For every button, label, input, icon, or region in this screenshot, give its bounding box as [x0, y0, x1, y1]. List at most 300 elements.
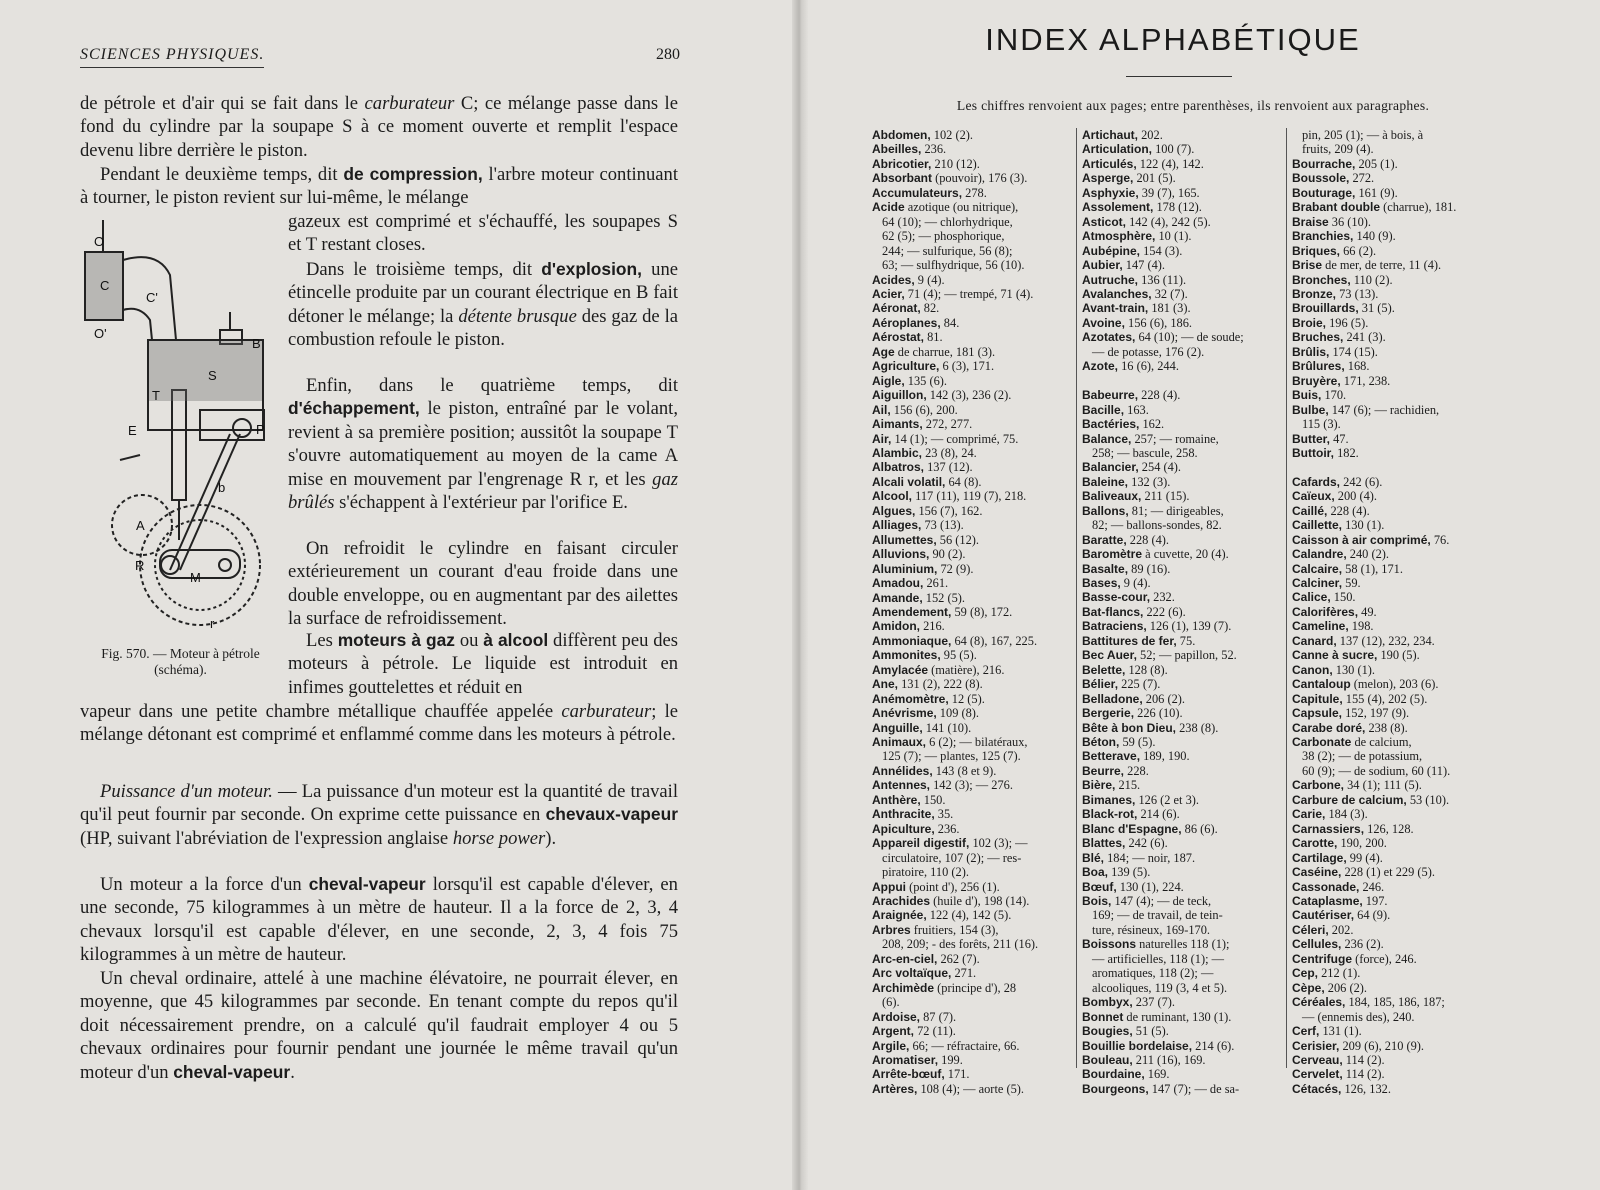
index-references: 139 (5). [1108, 865, 1151, 880]
index-references: 232. [1150, 590, 1175, 605]
index-headword: Amendement, [872, 604, 952, 619]
index-references: 131 (2), 222 (8). [898, 677, 983, 692]
index-headword: Bronze, [1292, 286, 1337, 301]
index-entry [1292, 547, 1492, 561]
index-headword: Bois, [1082, 894, 1112, 908]
index-references: de mer, de terre, 11 (4). [1322, 258, 1442, 273]
index-references: 222 (6). [1143, 604, 1186, 619]
index-headword: Bat-flancs, [1082, 604, 1144, 619]
index-headword: Caséine, [1292, 865, 1342, 880]
index-headword: Brabant double [1292, 200, 1381, 215]
index-entry [872, 301, 1072, 315]
index-headword: Calice, [1292, 590, 1331, 605]
index-references: 209 (6), 210 (9). [1339, 1038, 1425, 1053]
index-headword: Bête à bon Dieu, [1082, 720, 1177, 735]
paragraph: Puissance d'un moteur. — La puissance d'un moteur est la quantité de travail qu'il peut fournir par seconde. On exprime cette puissance en chevaux-vapeur (HP, suivant l'abréviation de l'expression anglaise horse power). [80, 781, 678, 849]
index-headword: Bourdaine, [1082, 1067, 1145, 1082]
index-references: 178 (12). [1153, 200, 1202, 215]
index-entry [872, 460, 1072, 474]
index-references: 23 (8), 24. [922, 445, 977, 460]
index-headword: Acier, [872, 286, 905, 301]
index-headword: Brûlures, [1292, 359, 1345, 374]
index-references: 214 (6). [1137, 807, 1180, 822]
index-entry [872, 475, 1072, 489]
index-references: (matière), 216. [928, 662, 1005, 677]
index-references: 238 (8). [1365, 720, 1408, 735]
right-page [808, 0, 1600, 1190]
index-references: 34 (1); 111 (5). [1344, 778, 1422, 793]
index-references: 126, 132. [1341, 1081, 1391, 1096]
index-references: 136 (11). [1138, 272, 1187, 287]
index-entry [1082, 749, 1282, 763]
index-entry [872, 489, 1072, 503]
index-references: 196 (5). [1326, 315, 1369, 330]
index-entry [1292, 475, 1492, 489]
index-entry [1082, 619, 1282, 633]
index-entry [1292, 273, 1492, 287]
index-references: 154 (3). [1140, 243, 1183, 258]
index-references: 210 (12). [931, 156, 980, 171]
index-references: 184; — noir, 187. [1104, 850, 1196, 865]
index-entry [1082, 504, 1282, 518]
index-entry [1292, 157, 1492, 171]
index-entry [1292, 648, 1492, 662]
index-entry: 125 (7); — plantes, 125 (7). [882, 749, 1021, 764]
index-references: (point d'), 256 (1). [906, 879, 1000, 894]
index-column-2 [1082, 128, 1282, 1096]
index-references: 35. [934, 807, 954, 822]
index-references: 162. [1139, 417, 1165, 432]
index-references: 171, 238. [1340, 373, 1391, 388]
index-headword: Anguille, [872, 720, 923, 735]
index-headword: Anthère, [872, 792, 921, 807]
index-headword: Cafards, [1292, 474, 1341, 489]
index-references: 75. [1176, 633, 1196, 648]
index-references: de calcium, [1351, 735, 1412, 750]
index-headword: Butter, [1292, 431, 1331, 446]
index-references: 181 (3). [1148, 301, 1191, 316]
index-headword: Amylacée [872, 662, 929, 677]
index-references: 170. [1321, 388, 1347, 403]
index-references: 49. [1358, 604, 1377, 619]
index-headword: Anthracite, [872, 807, 935, 822]
index-references: 10 (1). [1155, 229, 1192, 244]
index-references: 156 (6), 200. [890, 402, 958, 417]
index-headword: Archimède [872, 980, 935, 995]
index-entry [872, 663, 1072, 677]
index-references: 246. [1359, 879, 1385, 894]
index-headword: Atmosphère, [1082, 229, 1156, 244]
index-headword: Albatros, [872, 460, 925, 475]
index-entry [872, 359, 1072, 373]
index-entry [1082, 576, 1282, 590]
book-gutter [792, 0, 808, 1190]
index-headword: Capitule, [1292, 691, 1343, 706]
index-entry [1292, 432, 1492, 446]
index-entry [1082, 648, 1282, 662]
index-references: 89 (16). [1128, 561, 1171, 576]
index-references: 202. [1328, 922, 1354, 937]
index-headword: Baliveaux, [1082, 489, 1142, 504]
index-entry: 62 (5); — phosphorique, [882, 229, 1005, 244]
index-references: 236. [934, 821, 960, 836]
index-references: 114 (2). [1342, 1052, 1385, 1067]
index-entry [872, 1039, 1072, 1053]
index-references: 254 (4). [1138, 460, 1182, 475]
index-headword: Carbone, [1292, 778, 1345, 793]
index-entry: 63; — sulfhydrique, 56 (10). [882, 258, 1025, 273]
index-references: 197. [1362, 894, 1388, 908]
exhaust-e [120, 455, 140, 460]
index-references: 155 (4), 202 (5). [1342, 691, 1428, 706]
figure-label: P [256, 422, 265, 437]
index-headword: Bombyx, [1082, 995, 1133, 1010]
index-references: 163. [1124, 402, 1149, 417]
index-references: 56 (12). [936, 532, 980, 547]
index-references: 130 (1), 224. [1116, 879, 1184, 894]
index-entry [1082, 200, 1282, 214]
index-references: 228 (4). [1138, 388, 1181, 403]
index-entry [1082, 128, 1282, 142]
figure-label: A [136, 518, 145, 533]
index-headword: Bergerie, [1082, 706, 1135, 721]
figure-label: R [135, 558, 145, 573]
index-entry [1082, 937, 1282, 951]
index-references: 212 (1). [1318, 966, 1361, 981]
index-headword: Cameline, [1292, 619, 1349, 634]
index-headword: Calorifères, [1292, 604, 1359, 619]
index-references: 14 (1); — comprimé, 75. [891, 431, 1019, 446]
index-entry [872, 966, 1072, 980]
index-references: 114 (2). [1342, 1067, 1385, 1082]
index-references: 242 (6). [1340, 474, 1383, 489]
index-entry [1082, 807, 1282, 821]
index-entry [1082, 215, 1282, 229]
index-headword: Buis, [1292, 388, 1322, 403]
index-references: 122 (4), 142. [1136, 156, 1204, 171]
index-headword: Calcaire, [1292, 561, 1343, 576]
index-entry [872, 706, 1072, 720]
index-headword: Amidon, [872, 619, 920, 634]
index-references: 86 (6). [1181, 821, 1218, 836]
figure-label: E [128, 423, 137, 438]
index-entry [872, 591, 1072, 605]
index-entry [872, 981, 1072, 995]
index-entry [1292, 851, 1492, 865]
index-references: 241 (3). [1343, 330, 1386, 345]
index-references: 58 (1), 171. [1342, 561, 1403, 576]
index-headword: Alcool, [872, 489, 913, 504]
index-headword: Carabe doré, [1292, 720, 1366, 735]
index-references: 240 (2). [1346, 547, 1390, 562]
index-entry [1292, 388, 1492, 402]
index-references: 216. [920, 619, 945, 634]
index-headword: Articulation, [1082, 142, 1153, 157]
index-headword: Céréales, [1292, 995, 1346, 1010]
index-references: 262 (7). [937, 951, 980, 966]
index-references: 228 (1) et 229 (5). [1341, 865, 1435, 880]
index-entry [872, 576, 1072, 590]
index-references: 228 (4). [1327, 503, 1370, 518]
index-headword: Alambic, [872, 445, 923, 460]
index-references: 215. [1115, 778, 1141, 793]
index-entry [1082, 793, 1282, 807]
index-headword: Carotte, [1292, 836, 1338, 851]
index-headword: Anémomètre, [872, 691, 949, 706]
index-headword: Cataplasme, [1292, 894, 1363, 908]
index-entry [872, 186, 1072, 200]
index-references: (pouvoir), 176 (3). [932, 171, 1028, 186]
index-headword: Canard, [1292, 633, 1337, 648]
index-references: 117 (11), 119 (7), 218. [912, 489, 1027, 504]
index-headword: Boissons [1082, 937, 1137, 952]
index-entry [1082, 735, 1282, 749]
index-headword: Abdomen, [872, 128, 931, 142]
index-references: 47. [1330, 431, 1349, 446]
index-entry: 82; — ballons-sondes, 82. [1092, 518, 1222, 533]
index-entry [1292, 1024, 1492, 1038]
index-headword: Bruyère, [1292, 373, 1341, 388]
index-references: 150. [1330, 590, 1356, 605]
index-entry [1082, 590, 1282, 604]
index-references: à cuvette, 20 (4). [1142, 547, 1229, 562]
index-references: 171. [944, 1067, 970, 1082]
index-entry [1082, 836, 1282, 850]
index-entry [1292, 966, 1492, 980]
index-references: (huile d'), 198 (14). [930, 894, 1030, 909]
index-entry [1292, 287, 1492, 301]
index-entry [1292, 735, 1492, 749]
index-entry [1082, 388, 1282, 402]
index-references: 201 (5). [1133, 171, 1176, 186]
index-references: 59. [1342, 576, 1361, 591]
index-references: 12 (5). [948, 691, 985, 706]
figure-label: r [210, 616, 215, 631]
index-references: 51 (5). [1132, 1024, 1169, 1039]
index-references: 16 (6), 244. [1118, 359, 1179, 374]
index-entry [1082, 460, 1282, 474]
index-references: 126, 128. [1364, 821, 1414, 836]
index-references: 95 (5). [940, 648, 977, 663]
index-entry [872, 533, 1072, 547]
index-entry [1082, 186, 1282, 200]
index-entry: 244; — sulfurique, 56 (8); [882, 243, 1013, 258]
index-headword: Belladone, [1082, 691, 1143, 706]
index-entry [1082, 721, 1282, 735]
index-headword: Caïeux, [1292, 489, 1335, 504]
index-references: 72 (9). [937, 561, 974, 576]
index-headword: Araignée, [872, 908, 927, 923]
index-entry [1082, 417, 1282, 431]
index-references: 190, 200. [1337, 836, 1387, 851]
index-headword: Beurre, [1082, 763, 1125, 778]
index-references: 214 (6). [1192, 1038, 1235, 1053]
index-references: 238 (8). [1176, 720, 1219, 735]
index-entry [1292, 200, 1492, 214]
index-headword: Canon, [1292, 662, 1333, 677]
title-rule [1126, 76, 1232, 77]
index-entry [872, 807, 1072, 821]
index-headword: Acide [872, 200, 905, 215]
page-number: 280 [656, 46, 680, 63]
column-divider [1076, 128, 1077, 1068]
index-references: 135 (6). [904, 373, 947, 388]
index-headword: Blanc d'Espagne, [1082, 821, 1182, 836]
index-references: 71 (4); — trempé, 71 (4). [904, 286, 1034, 301]
index-entry [1292, 504, 1492, 518]
index-references: 142 (3), 236 (2). [926, 388, 1012, 403]
index-headword: Appareil digestif, [872, 836, 970, 851]
index-headword: Alliages, [872, 518, 922, 533]
index-references: 64 (8), 167, 225. [951, 633, 1038, 648]
index-note: Les chiffres renvoient aux pages; entre parenthèses, ils renvoient aux paragraphes. [956, 98, 1430, 113]
index-entry [1082, 880, 1282, 894]
index-entry [872, 562, 1072, 576]
index-entry: 60 (9); — de sodium, 60 (11). [1302, 763, 1451, 778]
index-headword: Ardoise, [872, 1009, 921, 1024]
index-headword: Cartilage, [1292, 850, 1347, 865]
index-headword: Cassonade, [1292, 879, 1360, 894]
index-references: 211 (15). [1141, 489, 1190, 504]
paragraph: vapeur dans une petite chambre métallique chauffée appelée carburateur; le mélange détonant est comprimé et enflammé comme dans les moteurs à pétrole. [80, 701, 679, 746]
index-references: 99 (4). [1346, 850, 1383, 865]
index-references: 53 (10). [1406, 792, 1450, 807]
index-references: 81; — dirigeables, [1128, 503, 1224, 518]
index-entry [1292, 215, 1492, 229]
index-references: 90 (2). [929, 547, 966, 562]
index-entry [1292, 952, 1492, 966]
index-entry [1082, 316, 1282, 330]
index-entry [1292, 1067, 1492, 1081]
index-headword: Cervelet, [1292, 1067, 1343, 1082]
index-headword: Cep, [1292, 966, 1319, 981]
index-entry [1292, 677, 1492, 691]
index-headword: Aérostat, [872, 330, 925, 345]
index-references: 200 (4). [1334, 489, 1378, 504]
index-references: 64 (10); — de soude; [1135, 330, 1244, 345]
index-entry [1292, 590, 1492, 604]
index-entry: ture, résineux, 169-170. [1092, 922, 1211, 937]
index-references: 189, 190. [1140, 749, 1190, 764]
index-entry [1082, 244, 1282, 258]
index-headword: Baleine, [1082, 474, 1129, 489]
index-references: 126 (1), 139 (7). [1146, 619, 1232, 634]
index-entry [1292, 807, 1492, 821]
valve-stem-t [172, 390, 186, 500]
index-headword: Artichaut, [1082, 128, 1139, 142]
index-references: 225 (7). [1118, 677, 1161, 692]
index-headword: Bouturage, [1292, 185, 1356, 200]
index-references: 272, 277. [922, 417, 973, 432]
index-entry [872, 157, 1072, 171]
index-entry [1082, 301, 1282, 315]
index-entry [1082, 894, 1282, 908]
index-headword: Caillé, [1292, 503, 1328, 518]
index-entry [872, 1067, 1072, 1081]
index-headword: Calciner, [1292, 576, 1343, 591]
index-references: 137 (12), 232, 234. [1336, 633, 1435, 648]
index-headword: Aéronat, [872, 301, 921, 316]
index-references: naturelles 118 (1); [1136, 937, 1230, 952]
index-references: 182. [1334, 445, 1359, 460]
index-headword: Carbure de calcium, [1292, 792, 1407, 807]
index-headword: Aluminium, [872, 561, 938, 576]
index-headword: Bougies, [1082, 1024, 1133, 1039]
engine-schematic-figure [80, 220, 285, 640]
index-headword: Bimanes, [1082, 792, 1136, 807]
index-entry [872, 735, 1072, 749]
paragraph: Les moteurs à gaz ou à alcool diffèrent peu des moteurs à pétrole. Le liquide est introduit en infimes gouttelettes et réduit en [288, 630, 679, 698]
index-entry [872, 822, 1072, 836]
index-headword: Bruches, [1292, 330, 1344, 345]
index-headword: Allumettes, [872, 532, 937, 547]
index-headword: Babeurre, [1082, 388, 1139, 403]
index-headword: Cantaloup [1292, 677, 1351, 692]
index-references: 36 (10). [1328, 214, 1372, 229]
index-entry [1082, 663, 1282, 677]
index-entry [1292, 937, 1492, 951]
index-entry [872, 417, 1072, 431]
index-headword: Bélier, [1082, 677, 1119, 692]
index-headword: Aubier, [1082, 258, 1123, 273]
index-entry [872, 605, 1072, 619]
index-headword: Briques, [1292, 243, 1341, 258]
index-references: 242 (6). [1125, 836, 1168, 851]
paragraph: On refroidit le cylindre en faisant circuler extérieurement un courant d'eau froide dans une double enveloppe, ou en augmentant par des ailettes la surface de refroidissement. [288, 538, 678, 630]
index-references: 142 (4), 242 (5). [1126, 214, 1211, 229]
index-headword: Bouleau, [1082, 1052, 1133, 1067]
index-entry [1082, 692, 1282, 706]
index-headword: Bulbe, [1292, 402, 1329, 417]
index-references: 64 (8). [945, 474, 982, 489]
index-entry [1082, 533, 1282, 547]
index-entry [1082, 706, 1282, 720]
index-entry [1082, 778, 1282, 792]
index-headword: Air, [872, 431, 892, 446]
index-references: 59 (8), 172. [951, 604, 1013, 619]
index-references: 59 (5). [1119, 735, 1156, 750]
index-entry: 38 (2); — de potassium, [1302, 749, 1423, 764]
index-headword: Brûlis, [1292, 344, 1330, 359]
index-references: 261. [923, 576, 949, 591]
index-headword: Caillette, [1292, 518, 1343, 533]
index-entry: — de potasse, 176 (2). [1092, 344, 1205, 359]
index-entry [1082, 822, 1282, 836]
index-references: 168. [1344, 359, 1370, 374]
index-headword: Bonnet [1082, 1009, 1124, 1024]
index-entry [1292, 1053, 1492, 1067]
index-headword: Azotates, [1082, 330, 1136, 345]
index-headword: Capsule, [1292, 706, 1343, 721]
index-references: 169. [1144, 1067, 1170, 1082]
index-entry [1082, 1082, 1282, 1096]
index-headword: Cèpe, [1292, 980, 1325, 995]
index-headword: Cerisier, [1292, 1038, 1340, 1053]
index-entry [872, 1082, 1072, 1096]
index-headword: Autruche, [1082, 272, 1139, 287]
index-entry: — artificielles, 118 (1); — [1092, 951, 1225, 966]
index-entry [872, 345, 1072, 359]
index-entry [1082, 1024, 1282, 1038]
index-entry [1292, 706, 1492, 720]
index-references: 31 (5). [1358, 301, 1395, 316]
index-references: 228 (4). [1126, 532, 1170, 547]
index-entry [872, 908, 1072, 922]
index-headword: Appui [872, 879, 906, 894]
index-headword: Azote, [1082, 359, 1118, 374]
index-entry [1292, 1082, 1492, 1096]
index-headword: Aigle, [872, 373, 905, 388]
